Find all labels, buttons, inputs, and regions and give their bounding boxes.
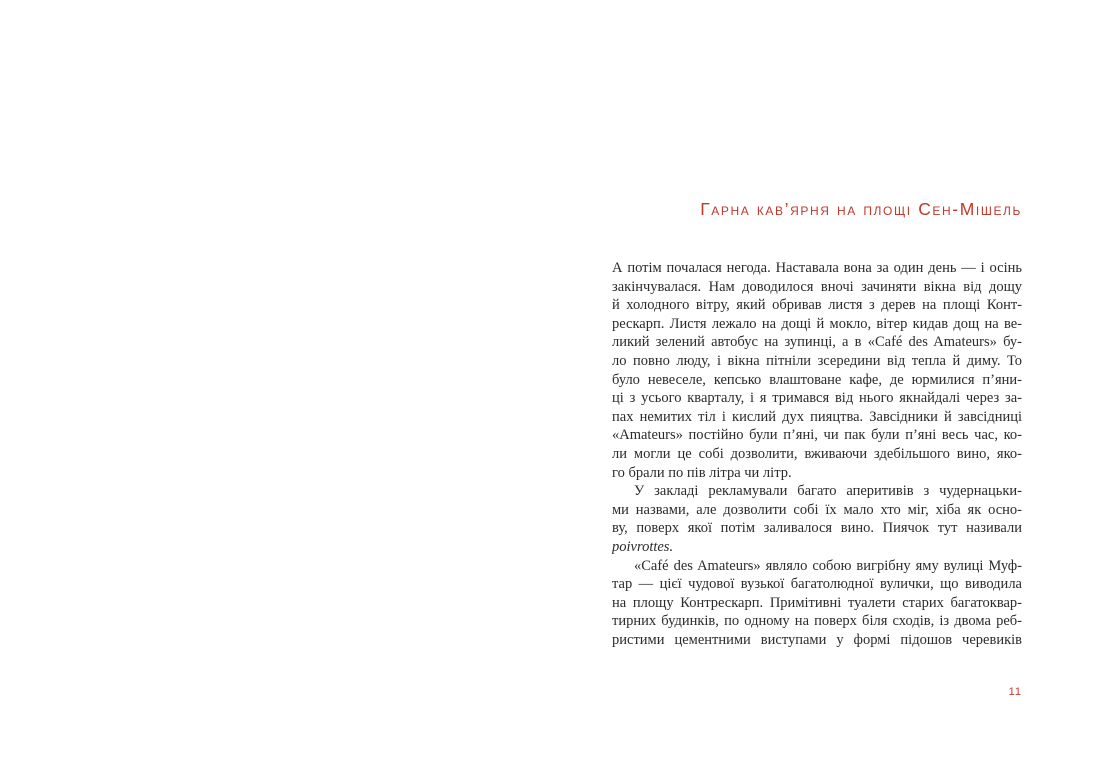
text-line: ли могли це собі дозволити, вживаючи здебільшого вино, яко- (612, 445, 1022, 462)
paragraph-end-line (612, 538, 1022, 557)
body-text (612, 259, 1022, 649)
text-line: тирних будинків, по одному на поверх біля сходів, із двома реб- (612, 613, 1022, 630)
text-line: «Amateurs» постійно були п’яні, чи пак були п’яні весь час, ко- (612, 427, 1022, 444)
text-line: ці з усього кварталу, і я тримався від нього якнайдалі через за- (612, 390, 1022, 407)
text-line: ло повно люду, і вікна пітніли зсередини від тепла й диму. То (612, 352, 1022, 369)
text-line: й холодного вітру, який обривав листя з дерев на площі Конт- (612, 297, 1022, 314)
text-line: ми назвами, але дозволити собі їх мало хто міг, хіба як осно- (612, 501, 1022, 518)
page-number: 11 (1008, 686, 1022, 698)
text-line: ликий зелений автобус на зупинці, а в «Café des Amateurs» бу- (612, 334, 1022, 351)
paragraph-end-line: го брали по пів літра чи літр. (612, 464, 792, 481)
text-line: пах немитих тіл і кислий дух пияцтва. Завсідники й завсідниці (612, 408, 1022, 425)
text-line: закінчувалася. Нам доводилося вночі зачиняти вікна від дощу (612, 278, 1022, 295)
text-line: рескарп. Листя лежало на дощі й мокло, вітер кидав дощ на ве- (612, 315, 1022, 332)
text-line: на площу Контрескарп. Примітивні туалети старих багатоквар- (612, 594, 1022, 611)
chapter-title: Гарна кав’ярня на площі Сен-Мішель (700, 199, 1022, 219)
text-line: тар — цієї чудової вузької багатолюдної вулички, що виводила (612, 576, 1022, 593)
paragraph-start-line: У закладі рекламували багато аперитивів з чудернацьки- (634, 483, 1022, 500)
text-line: ву, поверх якої потім заливалося вино. Пиячок тут називали (612, 520, 1022, 537)
italic-term: poivrottes. (612, 538, 674, 555)
text-line: А потім почалася негода. Наставала вона за один день — і осінь (612, 260, 1022, 276)
text-line: було невеселе, кепсько влаштоване кафе, де юрмилися п’яни- (612, 371, 1022, 388)
paragraph-start-line: «Café des Amateurs» являло собою вигрібну яму вулиці Муф- (634, 557, 1022, 574)
text-line: ристими цементними виступами у формі підошов черевиків (612, 631, 1022, 648)
